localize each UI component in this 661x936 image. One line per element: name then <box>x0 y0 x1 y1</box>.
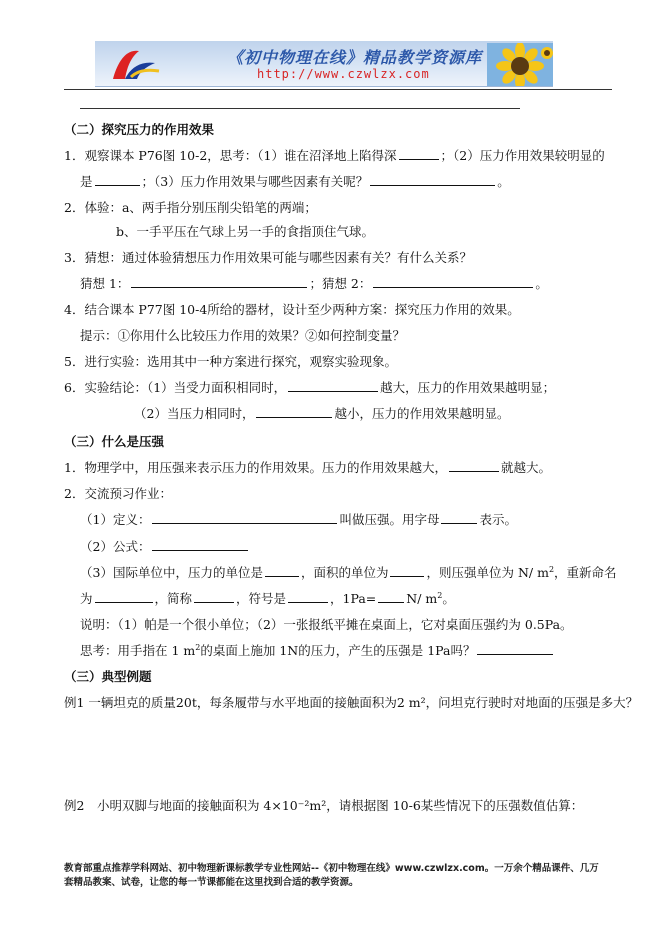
banner-url: http://www.czwlzx.com <box>257 67 430 81</box>
list-item: （1）定义： 叫做压强。用字母 表示。 <box>80 512 517 527</box>
header-rule-short <box>80 108 520 109</box>
list-item: 说明：（1）帕是一个很小单位；（2）一张报纸平摊在桌面上，它对桌面压强约为 0.5Pa。 <box>80 617 573 632</box>
list-item: （3）国际单位中，压力的单位是 ，面积的单位为 ，则压强单位为 N/ $m^2$，重新命名 <box>80 564 617 580</box>
sunflower-icon <box>487 43 553 86</box>
list-item: 提示：①你用什么比较压力作用的效果？②如何控制变量？ <box>80 328 406 343</box>
site-logo-icon <box>109 47 161 83</box>
example-2: 例2 小明双脚与地面的接触面积为 4×10⁻²m²，请根据图 10-6某些情况下的压强数值估算： <box>64 798 584 813</box>
banner-title: 《初中物理在线》精品教学资源库 <box>227 48 483 67</box>
list-item: 2．体验：a、两手指分别压削尖铅笔的两端； <box>64 200 317 215</box>
header-banner <box>95 41 553 87</box>
list-item: b、一手平压在气球上另一手的食指顶住气球。 <box>116 224 375 239</box>
page-footer: 教育部重点推荐学科网站、初中物理新课标教学专业性网站--《初中物理在线》www.czwlzx.com。一万余个精品课件、几万套精品教案、试卷，让您的每一节课都能在这里找到合适的教学资源。 <box>64 863 599 888</box>
list-item: 思考：用手指在 1 $m^2$的桌面上施加 1N的压力，产生的压强是 1Pa吗？ <box>80 641 555 659</box>
list-item: 1．观察课本 P76图 10-2，思考：（1）谁在沼泽地上陷得深 ；（2）压力作用效果较明显的 <box>64 148 605 163</box>
list-item: 1．物理学中，用压强来表示压力的作用效果。压力的作用效果越大， 就越大。 <box>64 460 551 475</box>
example-1: 例1 一辆坦克的质量20t，每条履带与水平地面的接触面积为2 m²，问坦克行驶时对地面的压强是多大？ <box>64 695 639 710</box>
list-item: 为 ，简称 ，符号是 ，1Pa= N/ $m^2$。 <box>80 590 455 606</box>
list-item: （2）当压力相同时， 越小，压力的作用效果越明显。 <box>134 406 510 421</box>
list-item: （2）公式： <box>80 537 250 555</box>
section-heading: （三）什么是压强 <box>64 434 165 449</box>
section-heading: （三）典型例题 <box>64 669 152 684</box>
list-item: 猜想 1： ；猜想 2： 。 <box>80 276 548 291</box>
list-item: 6．实验结论：（1）当受力面积相同时， 越大，压力的作用效果越明显； <box>64 380 556 395</box>
list-item: 2．交流预习作业： <box>64 486 172 501</box>
header-rule <box>64 89 612 90</box>
list-item: 4．结合课本 P77图 10-4所给的器材，设计至少两种方案：探究压力作用的效果。 <box>64 302 520 317</box>
list-item: 5．进行实验：选用其中一种方案进行探究，观察实验现象。 <box>64 354 397 369</box>
list-item: 是 ；（3）压力作用效果与哪些因素有关呢？ 。 <box>80 174 510 189</box>
section-heading: （二）探究压力的作用效果 <box>64 122 215 137</box>
list-item: 3．猜想：通过体验猜想压力作用效果可能与哪些因素有关？有什么关系？ <box>64 250 472 265</box>
